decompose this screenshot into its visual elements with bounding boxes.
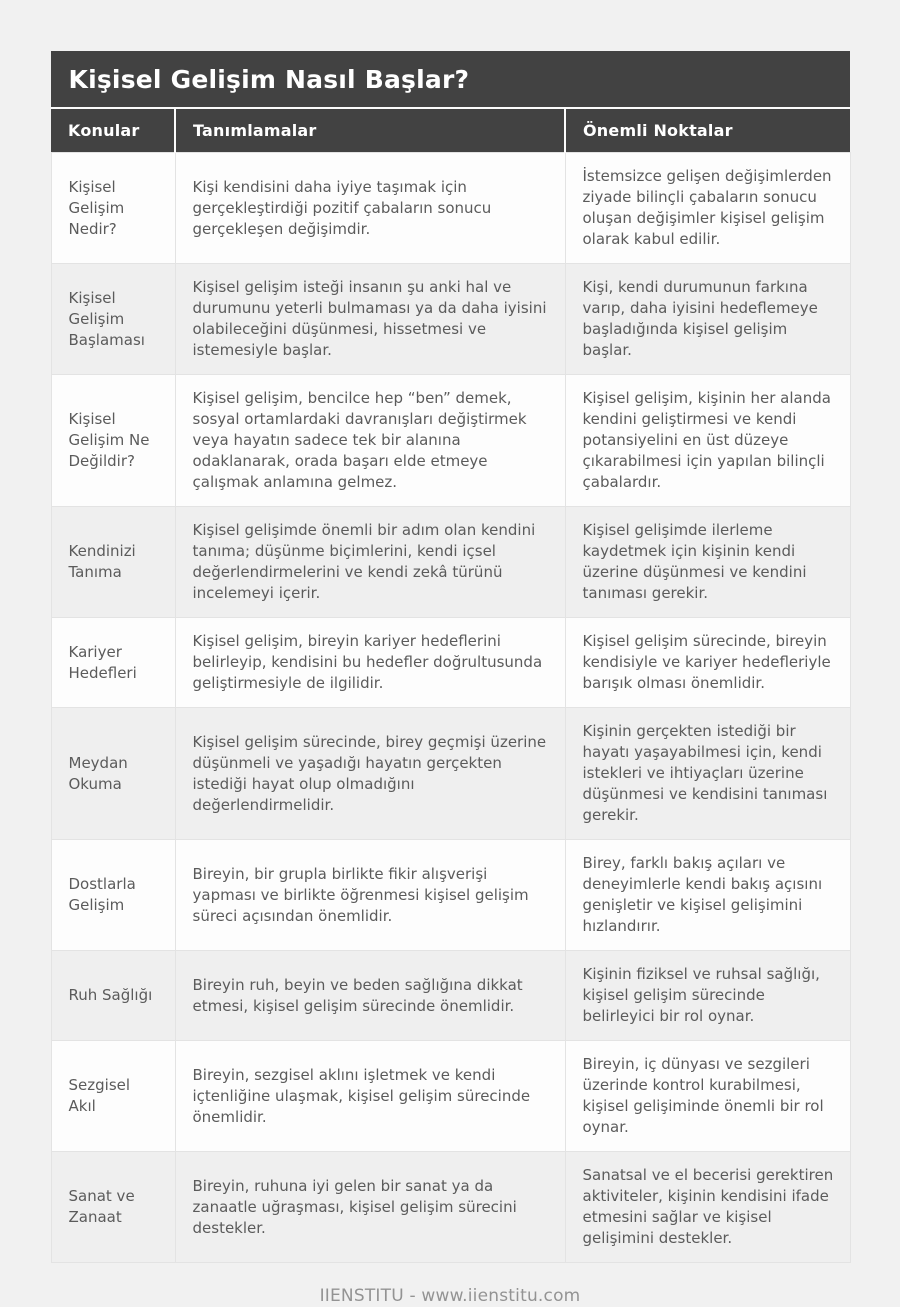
- points-cell: Kişinin fiziksel ve ruhsal sağlığı, kişisel gelişim sürecinde belirleyici bir rol oynar.: [565, 951, 850, 1041]
- table-body: [51, 153, 850, 1263]
- topic-cell: Sanat ve Zanaat: [51, 1152, 175, 1263]
- personal-development-table: [51, 109, 851, 1263]
- table-row: [51, 840, 850, 951]
- topic-cell: Kendinizi Tanıma: [51, 507, 175, 618]
- definition-cell: Kişisel gelişim, bireyin kariyer hedeflerini belirleyip, kendisini bu hedefler doğrultusunda geliştirmesiyle de ilgilidir.: [175, 618, 565, 708]
- topic-cell: Kariyer Hedefleri: [51, 618, 175, 708]
- topic-cell: Dostlarla Gelişim: [51, 840, 175, 951]
- points-cell: Sanatsal ve el becerisi gerektiren aktiviteler, kişinin kendisini ifade etmesini sağlar ve kişisel gelişimini destekler.: [565, 1152, 850, 1263]
- table-row: [51, 618, 850, 708]
- table-row: [51, 708, 850, 840]
- table-row: [51, 375, 850, 507]
- info-sheet: [51, 51, 850, 1306]
- table-row: [51, 507, 850, 618]
- points-cell: Kişi, kendi durumunun farkına varıp, daha iyisini hedeflemeye başladığında kişisel gelişim başlar.: [565, 264, 850, 375]
- topic-cell: Ruh Sağlığı: [51, 951, 175, 1041]
- table-row: [51, 1041, 850, 1152]
- points-cell: Kişisel gelişim, kişinin her alanda kendini geliştirmesi ve kendi potansiyelini en üst düzeye çıkarabilmesi için yapılan bilinçli çabalardır.: [565, 375, 850, 507]
- table-row: [51, 1152, 850, 1263]
- table-row: [51, 264, 850, 375]
- topic-cell: Kişisel Gelişim Nedir?: [51, 153, 175, 264]
- definition-cell: Bireyin ruh, beyin ve beden sağlığına dikkat etmesi, kişisel gelişim sürecinde önemlidir.: [175, 951, 565, 1041]
- points-cell: Bireyin, iç dünyası ve sezgileri üzerinde kontrol kurabilmesi, kişisel gelişiminde önemli bir rol oynar.: [565, 1041, 850, 1152]
- definition-cell: Bireyin, bir grupla birlikte fikir alışverişi yapması ve birlikte öğrenmesi kişisel gelişim süreci açısından önemlidir.: [175, 840, 565, 951]
- column-header-definitions: Tanımlamalar: [175, 109, 565, 153]
- points-cell: Kişisel gelişim sürecinde, bireyin kendisiyle ve kariyer hedefleriyle barışık olması önemlidir.: [565, 618, 850, 708]
- table-header: [51, 109, 850, 153]
- column-header-topics: Konular: [51, 109, 175, 153]
- page-title: Kişisel Gelişim Nasıl Başlar?: [51, 51, 850, 109]
- definition-cell: Bireyin, sezgisel aklını işletmek ve kendi içtenliğine ulaşmak, kişisel gelişim sürecinde önemlidir.: [175, 1041, 565, 1152]
- points-cell: İstemsizce gelişen değişimlerden ziyade bilinçli çabaların sonucu oluşan değişimler kişisel gelişim olarak kabul edilir.: [565, 153, 850, 264]
- definition-cell: Kişisel gelişim, bencilce hep “ben” demek, sosyal ortamlardaki davranışları değiştirmek veya hayatın sadece tek bir alanına odaklanarak, orada başarı elde etmeye çalışmak anlamına gelmez.: [175, 375, 565, 507]
- column-header-points: Önemli Noktalar: [565, 109, 850, 153]
- topic-cell: Sezgisel Akıl: [51, 1041, 175, 1152]
- points-cell: Kişinin gerçekten istediği bir hayatı yaşayabilmesi için, kendi istekleri ve ihtiyaçları üzerine düşünmesi ve kendisini tanıması gerekir.: [565, 708, 850, 840]
- points-cell: Birey, farklı bakış açıları ve deneyimlerle kendi bakış açısını genişletir ve kişisel gelişimini hızlandırır.: [565, 840, 850, 951]
- points-cell: Kişisel gelişimde ilerleme kaydetmek için kişinin kendi üzerine düşünmesi ve kendini tanıması gerekir.: [565, 507, 850, 618]
- footer-branding: IIENSTITU - www.iienstitu.com: [319, 1286, 581, 1306]
- table-row: [51, 153, 850, 264]
- definition-cell: Kişisel gelişim isteği insanın şu anki hal ve durumunu yeterli bulmaması ya da daha iyisini olabileceğini düşünmesi, hissetmesi ve istemesiyle başlar.: [175, 264, 565, 375]
- definition-cell: Kişisel gelişim sürecinde, birey geçmişi üzerine düşünmeli ve yaşadığı hayatın gerçekten istediği hayat olup olmadığını değerlendirmelidir.: [175, 708, 565, 840]
- topic-cell: Kişisel Gelişim Ne Değildir?: [51, 375, 175, 507]
- topic-cell: Meydan Okuma: [51, 708, 175, 840]
- definition-cell: Kişisel gelişimde önemli bir adım olan kendini tanıma; düşünme biçimlerini, kendi içsel değerlendirmelerini ve kendi zekâ türünü incelemeyi içerir.: [175, 507, 565, 618]
- definition-cell: Kişi kendisini daha iyiye taşımak için gerçekleştirdiği pozitif çabaların sonucu gerçekleşen değişimdir.: [175, 153, 565, 264]
- topic-cell: Kişisel Gelişim Başlaması: [51, 264, 175, 375]
- definition-cell: Bireyin, ruhuna iyi gelen bir sanat ya da zanaatle uğraşması, kişisel gelişim sürecini destekler.: [175, 1152, 565, 1263]
- table-row: [51, 951, 850, 1041]
